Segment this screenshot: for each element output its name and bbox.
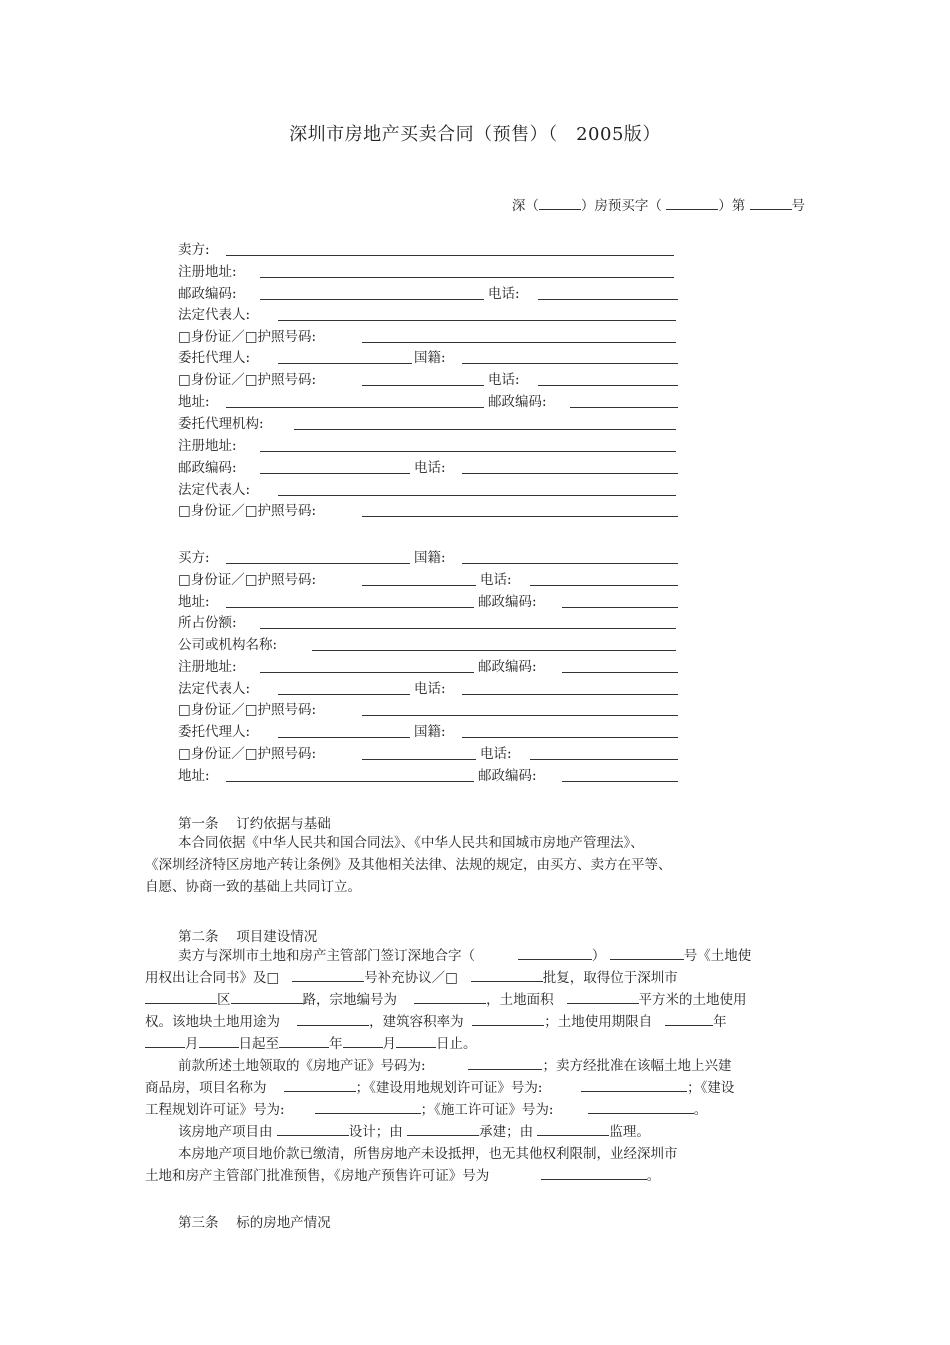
parcel-no-field[interactable]	[414, 991, 486, 1004]
buyer-legal-rep-field[interactable]	[278, 694, 410, 695]
engineering-permit-field[interactable]	[315, 1101, 421, 1114]
buyer-company-field[interactable]	[312, 650, 676, 651]
buyer-share-field[interactable]	[260, 628, 676, 629]
seller-postcode2-field[interactable]	[570, 407, 678, 408]
buyer-id3-field[interactable]	[362, 759, 476, 760]
seller-id2-field[interactable]	[362, 385, 484, 386]
seller-reg-addr2-field[interactable]	[260, 451, 676, 452]
seller-postcode-field[interactable]	[260, 299, 484, 300]
seller-phone2-field[interactable]	[538, 385, 678, 386]
buyer-postcode-field[interactable]	[562, 607, 678, 608]
land-planning-permit-field[interactable]	[581, 1079, 687, 1092]
seller-postcode3-field[interactable]	[260, 473, 410, 474]
doc-field-3[interactable]	[750, 197, 792, 210]
land-contract-no2-field[interactable]	[610, 947, 684, 960]
article3-heading: 第三条 标的房地产情况	[178, 1215, 331, 1231]
doc-field-1[interactable]	[539, 197, 581, 210]
end-day-field[interactable]	[396, 1035, 436, 1048]
seller-id-field[interactable]	[362, 342, 676, 343]
seller-address-field[interactable]	[226, 407, 484, 408]
start-month-field[interactable]	[145, 1035, 185, 1048]
buyer-phone3-field[interactable]	[530, 759, 678, 760]
buyer-field[interactable]	[226, 563, 410, 564]
land-use-field[interactable]	[297, 1013, 369, 1026]
seller-reg-addr-field[interactable]	[260, 277, 674, 278]
page-title: 深圳市房地产买卖合同（预售）（ 2005版）	[289, 124, 661, 145]
buyer-postcode3-field[interactable]	[562, 781, 678, 782]
land-contract-no-field[interactable]	[518, 947, 592, 960]
road-field[interactable]	[231, 991, 303, 1004]
article1-heading: 第一条 订约依据与基础	[178, 816, 331, 832]
construction-permit-field[interactable]	[588, 1101, 694, 1114]
seller-id3-field[interactable]	[362, 516, 678, 517]
seller-agency-field[interactable]	[294, 429, 676, 430]
seller-field[interactable]	[226, 255, 674, 256]
article2-body: 卖方与深圳市土地和房产主管部门签订深地合字（ ） 号《土地使 用权出让合同书》及□ 号补充协议／□ 批复，取得位于深圳市 区 路，宗地编号为 ，土地面积 平方米的土地使用 权。该地块土地用途为 ，建筑容积率为 ；土地使用期限自 年 月 日起至 年 月 日止。 前款所述土地领取的《房地产证》号码为: ；卖方经批准在该幅土地上兴建 商品房，项目名称为 ；《建设用地规划许可证》号为: ；《建设 工程规划许可证》号为: ；《施工许可证》号为: 。 该房地产项目由 设计；由 承建；由 监理。 本房地产项目地价款已缴清，所售房地产未设抵押，也无其他权利限制，业经深圳市 土地和房产主管部门批准预售，《房地产预售许可证》号为 。	[145, 948, 752, 1184]
buyer-id-field[interactable]	[362, 585, 476, 586]
presale-permit-field[interactable]	[541, 1167, 647, 1180]
buyer-address2-field[interactable]	[226, 781, 474, 782]
buyer-agent-field[interactable]	[278, 737, 410, 738]
approval-field[interactable]	[471, 969, 543, 982]
buyer-nationality2-field[interactable]	[462, 737, 678, 738]
designer-field[interactable]	[277, 1123, 349, 1136]
buyer-postcode2-field[interactable]	[562, 672, 678, 673]
supervisor-field[interactable]	[537, 1123, 609, 1136]
buyer-id2-field[interactable]	[362, 715, 678, 716]
property-cert-no-field[interactable]	[468, 1057, 542, 1070]
land-area-field[interactable]	[567, 991, 639, 1004]
buyer-nationality-field[interactable]	[462, 563, 678, 564]
buyer-phone2-field[interactable]	[462, 694, 678, 695]
seller-phone-field[interactable]	[538, 299, 678, 300]
doc-field-2[interactable]	[666, 197, 718, 210]
project-name-field[interactable]	[284, 1079, 356, 1092]
end-year-field[interactable]	[279, 1035, 329, 1048]
buyer-reg-addr-field[interactable]	[260, 672, 474, 673]
start-day-field[interactable]	[199, 1035, 239, 1048]
document-number: 深（ ）房预买字（ ）第 号	[511, 198, 805, 214]
article2-heading: 第二条 项目建设情况	[178, 929, 318, 945]
district-field[interactable]	[145, 991, 217, 1004]
start-year-field[interactable]	[665, 1013, 713, 1026]
seller-legal-rep-field[interactable]	[278, 320, 676, 321]
seller-phone3-field[interactable]	[462, 473, 678, 474]
seller-legal-rep2-field[interactable]	[278, 495, 676, 496]
buyer-address-field[interactable]	[226, 607, 474, 608]
seller-nationality-field[interactable]	[462, 363, 678, 364]
buyer-phone-field[interactable]	[530, 585, 678, 586]
seller-agent-field[interactable]	[278, 363, 412, 364]
article1-body: 本合同依据《中华人民共和国合同法》、《中华人民共和国城市房地产管理法》、 《深圳经济特区房地产转让条例》及其他相关法律、法规的规定，由买方、卖方在平等、 自愿、协商一致的基础上共同订立。	[145, 835, 672, 895]
supplement-no-field[interactable]	[292, 969, 364, 982]
plot-ratio-field[interactable]	[472, 1013, 544, 1026]
end-month-field[interactable]	[343, 1035, 383, 1048]
contractor-field[interactable]	[407, 1123, 479, 1136]
